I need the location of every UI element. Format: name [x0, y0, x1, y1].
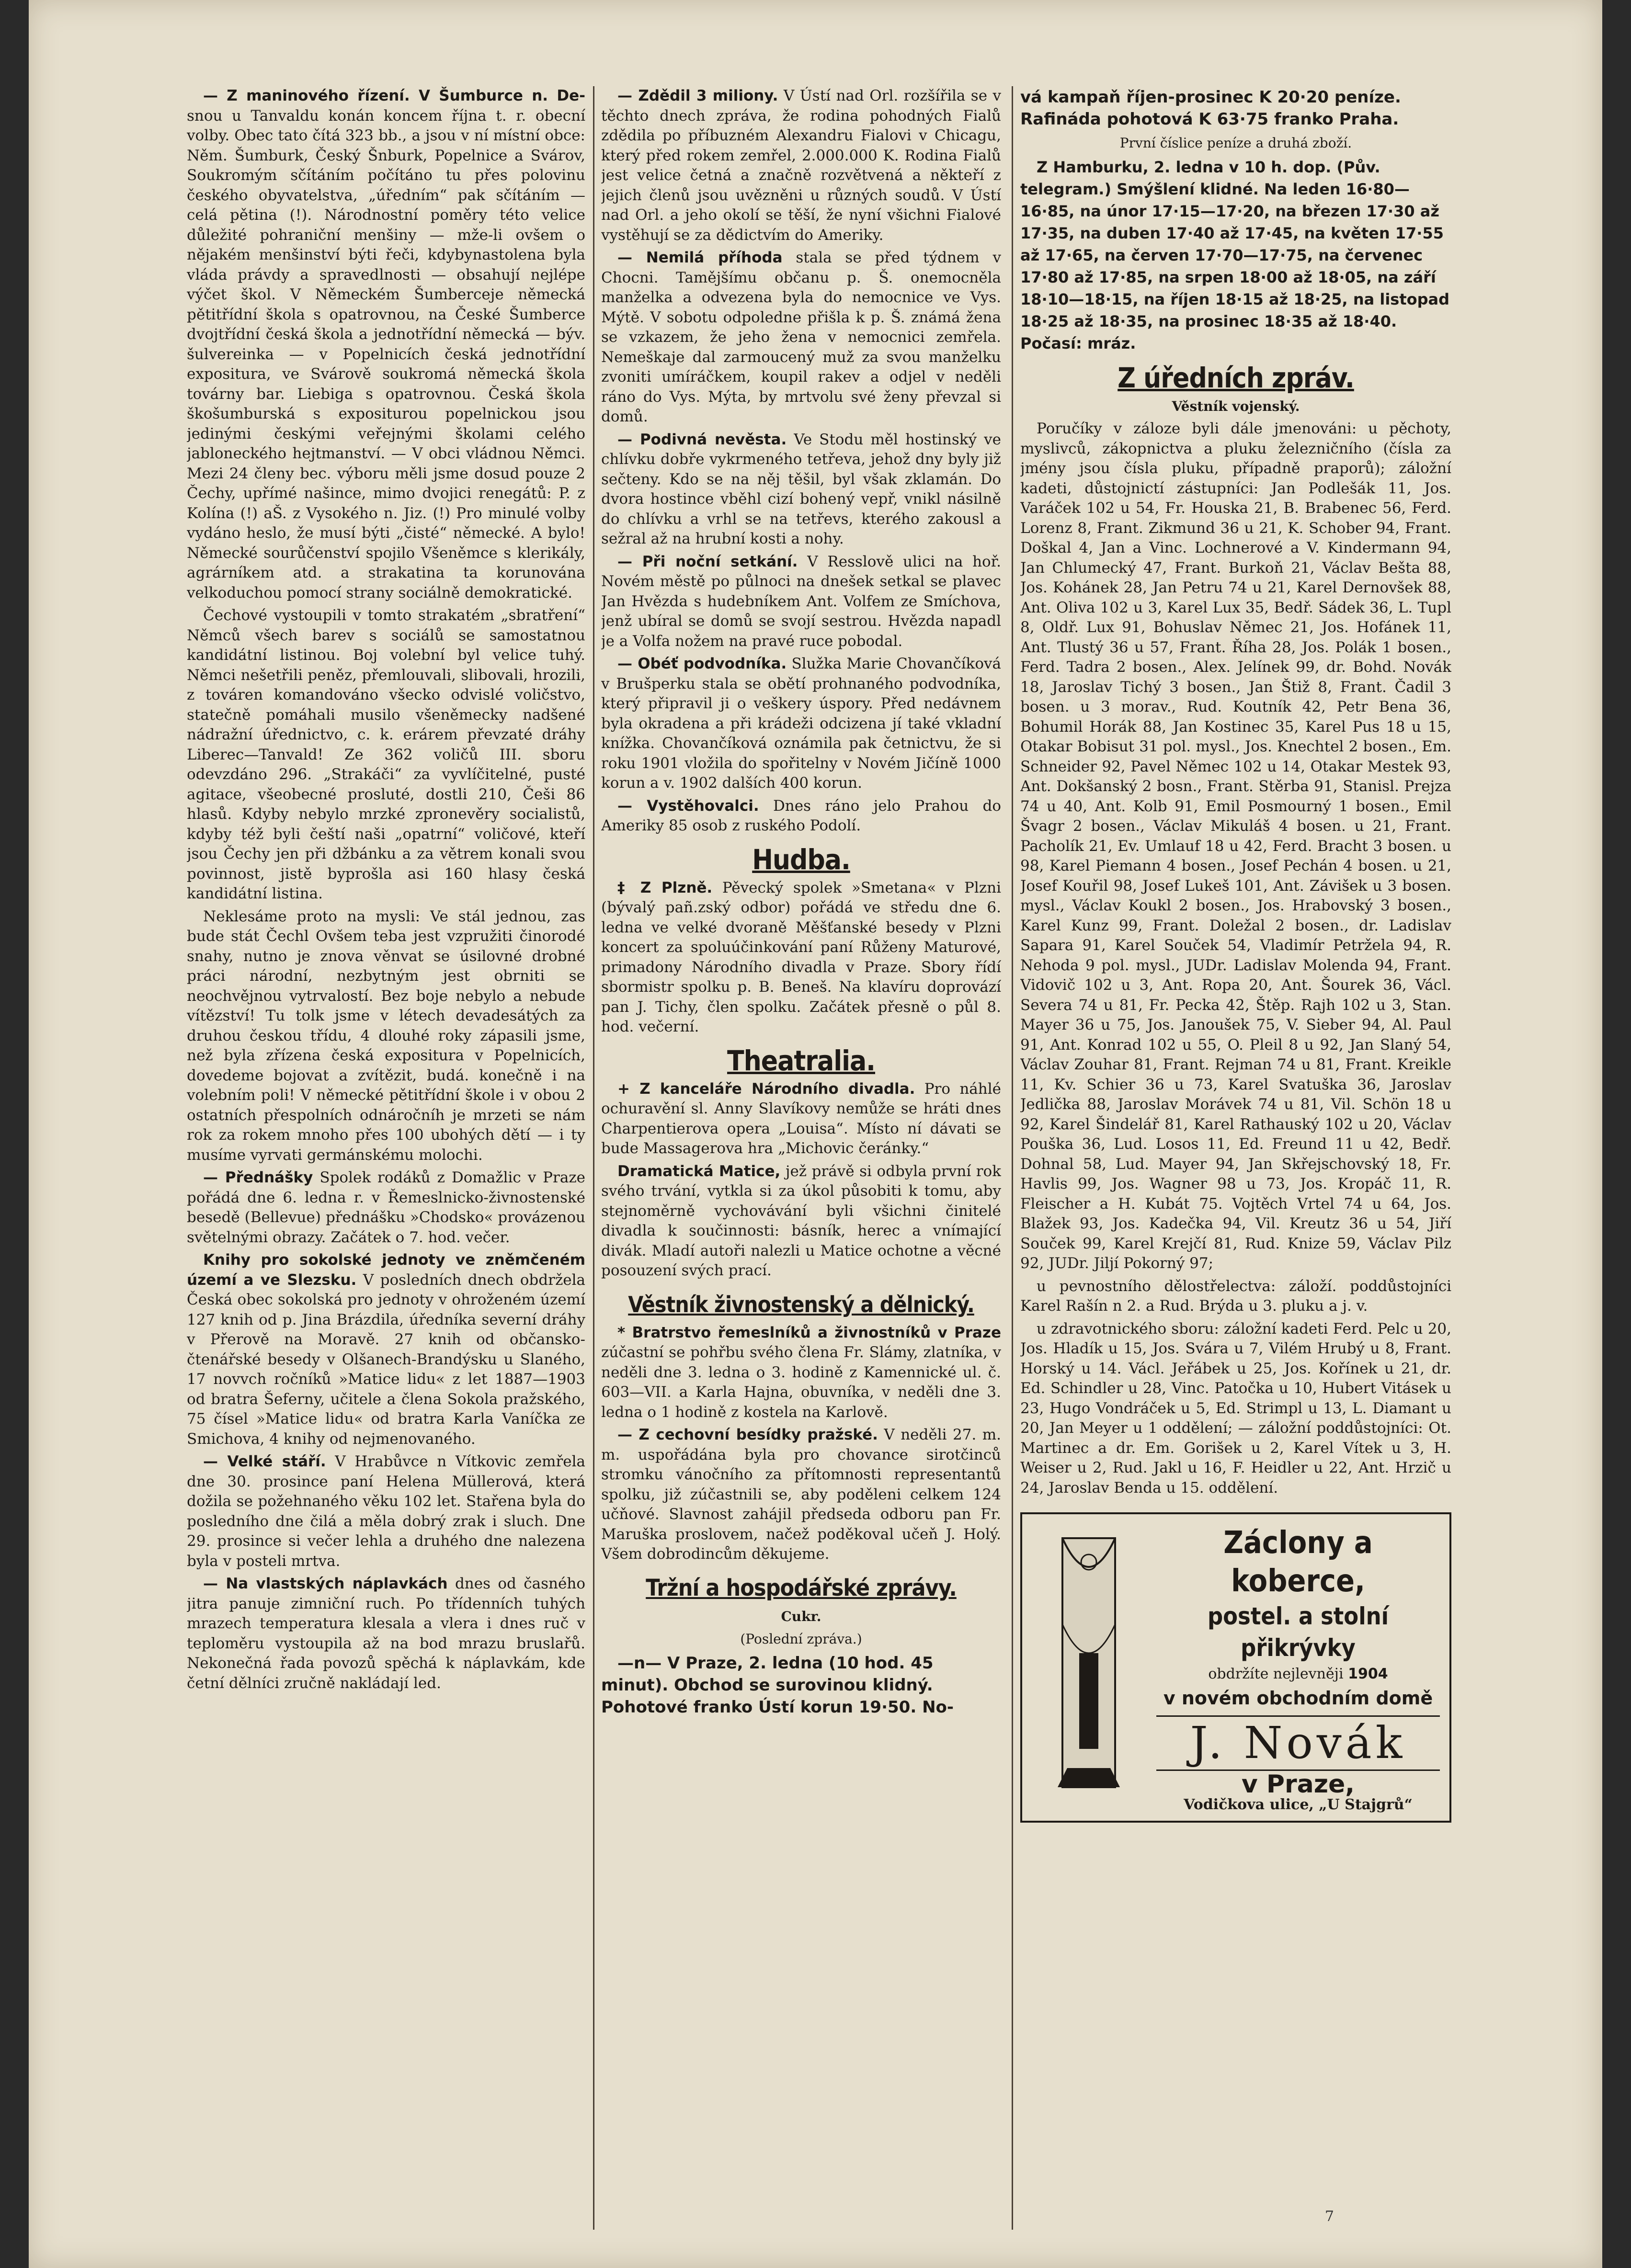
article-text: zúčastní se pohřbu svého člena Fr. Slámy, zlatníka, v neděli dne 3. ledna o 3. hodině z Kamennické ul. č. 603—VII. a Karla Hajna, obuvníka, v neděli dne 3. ledna o 1 hodině z kostela na Karlově. [601, 1344, 1001, 1421]
article-text: V posledních dnech obdržela Česká obec sokolská pro jednoty v ohroženém území 127 knih od p. Jina Brázdila, úředníka severní dráhy v Přerově na Moravě. 27 knih od občansko-čtenářské besedy v Olšanech-Brandýsku u Slaného, 17 novvch ročníků »Matice lidu« z let 1887—1903 od bratra Šeferny, učitele a člena Sokola pražského, 75 čísel »Matice lidu« od bratra Karla Vaníčka ze Smichova, 4 knihy od nejmenovaného. [187, 1271, 585, 1448]
article [601, 430, 1001, 549]
article [601, 878, 1001, 1037]
article-heading: Dramatická Matice, [617, 1162, 781, 1180]
advertisement [1020, 1512, 1451, 1823]
article-text: V Resslově ulici na hoř. Novém městě po půlnoci na dnešek setkal se plavec Jan Hvězda s hudebníkem Ant. Volfem ze Smíchova, jenž ubíral se domů se svojí sestrou. Hvězda napadl je a Volfa nožem na pravé ruce pobodal. [601, 553, 1001, 650]
article-text: dnes od časného jitra panuje zimniční ruch. Po třídenních tuhých mrazech temperatura klesala a vlera i dnes ruč v teploměru vystoupila až na bod mrazu bruslařů. Nekonečná řada povozů spěchá k náplavkám, kde četní dělníci zručně nakládají led. [187, 1575, 585, 1692]
article [601, 1162, 1001, 1281]
ad-headline: Záclony a koberce, [1223, 1525, 1373, 1599]
vestnik-vojensky-title: Věstník vojenský. [1172, 398, 1300, 414]
article-heading: Knihy pro sokolské jednoty ve zněmčeném území a ve Slezsku. [187, 1251, 585, 1289]
ad-store-line: v novém obchodním domě [1163, 1688, 1433, 1709]
article-text: V Hrabůvce n Vítkovic zemřela dne 30. prosince paní Helena Müllerová, která dožila se požehnaného věku 102 let. Stařena byla do posledního dne čilá a měla dobrý zrak i sluch. Dne 29. prosince si večer lehla a druhého dne nalezena byla v posteli mrtva. [187, 1453, 585, 1570]
ad-year: 1904 [1348, 1666, 1388, 1682]
prices-note: První číslice peníze a druhá zboží. [1119, 135, 1352, 151]
section-title-theatralia: Theatralia. [727, 1044, 876, 1077]
article-heading: — Vystěhovalci. [617, 797, 759, 815]
article [601, 1323, 1001, 1423]
article-heading: — Z cechovní besídky pražské. [617, 1426, 878, 1443]
article-text: Ve Stodu měl hostinský ve chlívku dobře vykrmeného tetřeva, jehož dny byly již sečteny. Kdo se na něj těšil, byl však zklamán. Do dvora hostince vběhl cizí bohený vepř, vnikl násilně do chlívku a vrhl se na tetřevs, kterého zakousl a sežral až na hrubní kosti a nohy. [601, 431, 1001, 547]
article-text: V Ústí nad Orl. rozšířila se v těchto dnech zpráva, že rodina pohodných Fialů zdědila po příbuzném Alexandru Fialovi v Chicagu, který před rokem zemřel, 2.000.000 K. Rodina Fialů jest velice četná a značně rozvětvená a někteří z jejich členů jsou uvězněni u různých soudů. V Ústí nad Orl. a jeho okolí se těší, že nyní všichni Fialové vystěhují se za dědictvím do Ameriky. [601, 87, 1001, 244]
column-2 [601, 86, 1001, 2239]
ad-subheadline: postel. a stolní přikrývky [1207, 1602, 1389, 1662]
article [601, 1425, 1001, 1565]
cukr-text: —n— V Praze, 2. ledna (10 hod. 45 minut). Obchod se surovinou klidný. Pohotové franko Ústí korun 19·50. No- [601, 1653, 954, 1717]
section-title-trzni: Tržní a hospodářské zprávy. [646, 1574, 957, 1601]
article [187, 1452, 585, 1571]
article-text: snou u Tanvaldu konán koncem října t. r. obecní volby. Obec tato čítá 323 bb., a jsou v ní místní obce: Něm. Šumburk, Český Šnburk, Popelnice a Svárov, Soukromým sčítáním počítáno tu přes polovinu českého obyvatelstva, „úředním“ pak sčítáním — celá pětina (!). Národnostní poměry této velice důležité pohraniční menšiny — mže-li ovšem o nějakém menšinství býti řeči, kdybynastolena byla vláda právdy a spravedlnosti — obsahují nejlépe výčet škol. V Německém Šumberceje německá pětitřídní škola s opatrovnou, na České Šumberce dvojtřídní česká škola a jednotřídní německá — býv. šulvereinka — v Popelnicích česká jednotřídní expositura, ve Svárově soukromá německá škola továrny bar. Liebiga s opatrovnou. Česká škola škošumburská s expositurou popelnickou jsou jedinými českými veřejnými školami celého jabloneckého hejtmanství. — V obci vládnou Němci. Mezi 24 členy bec. výboru měli jsme dosud pouze 2 Čechy, upřímé našince, mimo dvojici renegátů: P. z Kolína (!) aŠ. z Vysokého n. Jiz. (!) Pro minulé volby vydáno heslo, že musí býti „čisté“ německé. A bylo! Německé sourůčenství spojilo Všeněmce s klerikály, agrárníkem atd. a strakatina ta korunována velkoduchou pomocí strany sociálně demokratické. [187, 107, 585, 601]
cukr-subtitle: (Poslední zpráva.) [740, 1631, 862, 1647]
article [601, 86, 1001, 245]
ad-tagline [1156, 1664, 1440, 1685]
article [187, 86, 585, 603]
ad-city: v Praze, [1241, 1770, 1355, 1799]
article-heading: — Zdědil 3 miliony. [617, 87, 778, 104]
article-heading: + Z kanceláře Národního divadla. [617, 1080, 915, 1098]
column-rule [1012, 86, 1013, 2230]
article-text: stala se před týdnem v Chocni. Tamějšímu občanu p. Š. onemocněla manželka a odvezena byla do nemocnice ve Vys. Mýtě. V sobotu odpoledne přišla k p. Š. známá žena se vzkazem, že jeho žena v nemocnici zemřela. Nemeškaje dal zarmoucený muž za svou manželku zvoniti umíráčkem, koupil rakev a odjel v neděli ráno do Vys. Mýta, by mrtvolu své ženy převzal si domů. [601, 249, 1001, 425]
article [601, 248, 1001, 427]
sugar-prices: vá kampaň říjen-prosinec K 20·20 peníze. Rafináda pohotová K 63·75 franko Praha. [1020, 88, 1401, 129]
article-text: Pěvecký spolek »Smetana« v Plzni (bývalý pañ.zský odbor) pořádá ve středu dne 6. ledna ve velké dvoraně Měšťanské besedy v Plzni koncert za spoluúčinkování paní Růženy Maturové, primadony Národního divadla v Praze. Sbory řídí sbormistr spolku p. B. Beneš. Na klavíru doprovází pan J. Tichy, člen spolku. Začátek přesně o půl 8. hod. večerní. [601, 879, 1001, 1035]
ad-tagline-text: obdržíte nejlevněji [1208, 1666, 1344, 1682]
article-heading: — Při noční setkání. [617, 553, 798, 570]
article-text: Služka Marie Chovančíková v Brušperku stala se obětí prohnaného podvodníka, který připravil ji o veškery úspory. Před nedávnem byla okradena a při krádeži odcizena jí také vkladní knížka. Chovančíková oznámila pak četnictvu, že si roku 1901 vložila do spořitelny v Novém Jičíně 1000 korun a v. 1902 dalších 400 korun. [601, 655, 1001, 792]
article [187, 1574, 585, 1693]
ad-address: Vodičkova ulice, „U Stajgrů“ [1184, 1796, 1413, 1813]
article-heading: * Bratrstvo řemeslníků a živnostníků v Praze [617, 1324, 1001, 1341]
newspaper-page [29, 0, 1602, 2268]
section-title-vestnik: Věstník živnostenský a dělnický. [628, 1291, 974, 1317]
article-text: V neděli 27. m. m. uspořádána byla pro chovance sirotčinců stromku vánočního za přítomnosti representantů spolku, již zúčastnili se, aby poděleni celkem 124 učňové. Slavnost zahájil předseda odboru pan Fr. Maruška proslovem, načež poděkoval učeň J. Holý. Všem dobrodincům děkujeme. [601, 1426, 1001, 1563]
hamburk-prices: Z Hamburku, 2. ledna v 10 h. dop. (Pův. telegram.) Smýšlení klidné. Na leden 16·80—16·85, na únor 17·15—17·20, na březen 17·30 až 17·35, na duben 17·40 až 17·45, na květen 17·55 až 17·65, na červen 17·70—17·75, na červenec 17·80 až 17·85, na srpen 18·00 až 18·05, na září 18·10—18·15, na říjen 18·15 až 18·25, na listopad 18·25 až 18·35, na prosinec 18·35 až 18·40. Počasí: mráz. [1020, 158, 1450, 352]
section-title-zpravy: Z úředních zpráv. [1118, 361, 1354, 394]
article-text: Dnes ráno jelo Prahou do Ameriky 85 osob z ruského Podolí. [601, 797, 1001, 834]
article-heading: — Velké stáří. [203, 1453, 326, 1470]
article-heading: — Přednášky [203, 1169, 313, 1186]
article [601, 552, 1001, 652]
article-heading: ‡ Z Plzně. [617, 879, 713, 896]
article [187, 606, 585, 904]
ad-company-name: J. Novák [1156, 1715, 1440, 1771]
article [601, 654, 1001, 794]
article-text: Pro náhlé ochuravění sl. Anny Slavíkovy nemůže se hráti dnes Charpentierova opera „Louisa“. Místo ní dávati se bude Massagerova hra „Michovic čeránky.“ [601, 1080, 1001, 1157]
article-heading: — Obéť podvodníka. [617, 655, 787, 672]
column-rule [593, 86, 594, 2230]
article-heading: — Na vlastských náplavkách [203, 1575, 448, 1592]
article [187, 1168, 585, 1247]
article [187, 907, 585, 1166]
article-text: Poručíky v záloze byli dále jmenováni: u pěchoty, myslivců, zákopnictva a pluku železničního (čísla za jmény jsou čísla pluku, případně praporů); záložní kadeti, důstojnictí zástupníci: Jan Podlešák 11, Jos. Varáček 102 u 54, Fr. Houska 21, B. Brabenec 56, Ferd. Lorenz 8, Frant. Zikmund 36 u 21, K. Schober 94, Frant. Doškal 4, Jan a Vinc. Lochnerové a V. Kindermann 94, Jan Chlumecký 47, Frant. Burkoň 21, Václav Bešta 88, Jos. Kohánek 28, Jan Petru 74 u 21, Karel Dernovšek 88, Ant. Oliva 102 u 3, Karel Lux 35, Bedř. Sádek 36, L. Tupl 8, Oldř. Lux 91, Bohuslav Němec 21, Jos. Hofánek 11, Ant. Tlustý 36 u 57, Frant. Říha 28, Jos. Polák 1 bosen., Ferd. Tadra 2 bosen., Alex. Jelínek 99, dr. Bohd. Novák 18, Jaroslav Tichý 3 bosen., Jan Štiž 8, Frant. Čadil 3 bosen. u 3 morav., Rud. Koutník 42, Petr Bena 36, Bohumil Horák 88, Jan Kostinec 35, Karel Pus 18 u 15, Otakar Bobisut 31 pol. mysl., Jos. Knechtel 2 bosen., Em. Schneider 92, Pavel Němec 102 u 14, Otakar Mestek 93, Ant. Dokšanský 2 bosn., Frant. Stěrba 91, Stanisl. Prejza 74 u 40, Ant. Kolb 91, Emil Posmourný 1 bosen., Emil Švagr 2 bosen., Václav Mikuláš 4 bosen. u 21, Frant. Pacholík 21, Ev. Umlauf 18 u 42, Ferd. Bracht 3 bosen. u 98, Karel Piemann 4 bosen., Josef Pechán 4 bosen. u 21, Josef Kouřil 98, Josef Lukeš 101, Ant. Závišek u 3 bosen. mysl., Václav Koukl 2 bosen., Jos. Hrabovský 3 bosen., Karel Kunz 99, Frant. Doležal 2 bosen., dr. Ladislav Sapara 91, Karel Souček 54, Vladimír Petržela 94, R. Nehoda 9 pol. mysl., JUDr. Ladislav Molenda 94, Frant. Vidovič 102 u 3, Ant. Ropa 20, Ant. Šourek 36, Václ. Severa 74 u 81, Fr. Pecka 42, Štěp. Rajh 102 u 3, Stan. Mayer 36 u 75, Jos. Janoušek 75, V. Sieber 94, Al. Paul 91, Ant. Konrad 102 u 55, O. Pleil 8 u 92, Jan Slaný 54, Václav Zouhar 81, Frant. Rejman 74 u 81, Frant. Kreikle 11, Kv. Schier 36 u 73, Karel Svatuška 36, Jaroslav Jedlička 88, Jaroslav Morávek 74 u 81, Vil. Schön 18 u 92, Karel Šindelář 81, Karel Rathauský 102 u 20, Václav Pouška 36, Lud. Losos 11, Ed. Freund 11 u 42, Bedř. Dohnal 58, Lud. Mayer 94, Jan Skřejschovský 18, Fr. Havlis 99, Jos. Wagner 98 u 73, Jos. Kropáč 11, R. Fleischer a H. Kubát 75. Vojtěch Vrtel 74 u 64, Jos. Blažek 93, Jos. Kadečka 94, Vil. Kreutz 36 u 54, Jiří Souček 99, Karel Krejčí 81, Rud. Knize 59, Václav Pilz 92, JUDr. Jiljí Pokorný 97; [1020, 420, 1451, 1272]
article-text: Neklesáme proto na mysli: Ve stál jednou, zas bude stát Čechl Ovšem teba jest vzpružiti činorodé snahy, nutno je znova věnvat se úsilovné drobné práci národní, nezbytným jest obrniti se neochvějnou vytrvalostí. Bez boje nebylo a nebude vítězství! Tu tolk jsme v létech devadesátých za druhou českou třídu, 4 dlouhé roky zápasili jsme, než byla zřízena česká expositura v Popelnicích, dovedeme bojovat a zvítězit, budá. konečně i na volebním poli! V německé pětitřídní škole i v obou 2 ostatních přespolních odnáročníh je mrzeti se nám rok za rokem mnoho přes 100 ubohých dětí — i ty musíme vyrvati germánskému molochi. [187, 907, 585, 1164]
article-text: u pevnostního dělostřelectva: záloží. poddůstojníci Karel Rašín n 2. a Rud. Brýda u 3. pluku a j. v. [1020, 1277, 1451, 1315]
column-1 [187, 86, 585, 2239]
article-heading: — Z maninového řízení. V Šumburce n. De- [203, 87, 585, 104]
article-heading: — Podivná nevěsta. [617, 431, 787, 448]
page-number: 7 [1324, 2208, 1334, 2225]
column-3 [1020, 86, 1451, 2239]
article-text: Čechové vystoupili v tomto strakatém „sbratření“ Němců všech barev s sociálů se samostatnou kandidátní listinou. Boj volební byl velice tuhý. Němci nešetřili peněz, přemlouvali, slibovali, hrozili, z továren komandováno všecko odvislé voličstvo, statečně pomáhali musilo všeněmecky nadšené nádražní úřednictvo, c. k. erárem převzaté dráhy Liberec—Tanvald! Ze 362 voličů III. sboru odevzdáno 296. „Strakáči“ za vyvlíčitelné, pusté agitace, všeobecné prosluté, dostli 210, Češi 86 hlasů. Kdyby nebylo mrzké zpronevěry socialistů, kdyby též byli čeští naši „opatrní“ voličové, kteří jsou Čechy jen při džbánku a za větrem konali svou povinnost, jistě byprošla asi 160 hlasy česká kandidátní listina. [187, 607, 585, 902]
cukr-title: Cukr. [781, 1608, 821, 1624]
article [601, 1079, 1001, 1159]
article-text: jež právě si odbyla první rok svého trvání, vytkla si za úkol působiti k tomu, aby stejnoměrně vychovávání byli všichni činitelé divadla k součinnosti: básník, herec a vnímající divák. Mladí autoři nalezli u Matice ochotne a věcné posouzení svých prací. [601, 1162, 1001, 1279]
section-title-hudba: Hudba. [752, 843, 850, 876]
lamp-illustration [1029, 1529, 1149, 1797]
article [601, 796, 1001, 836]
article-text: u zdravotnického sboru: záložní kadeti Ferd. Pelc u 20, Jos. Hladík u 15, Jos. Svára u 7, Vilém Hrubý u 8, Frant. Horský u 14. Václ. Jeřábek u 25, Jos. Kořínek u 21, dr. Ed. Schindler u 28, Vinc. Patočka u 10, Hubert Vitásek u 23, Hugo Vondráček u 5, Ed. Strimpl u 13, L. Diamant u 20, Jan Meyer u 1 oddělení; — záložní poddůstojníci: Ot. Martinec a dr. Em. Gorišek u 2, Karel Vítek u 3, H. Weiser u 2, Rud. Jakl u 16, F. Heidler u 22, Ant. Hrzič u 24, Jaroslav Benda u 15. oddělení. [1020, 1320, 1451, 1497]
article [187, 1250, 585, 1449]
article-text: Spolek rodáků z Domažlic v Praze pořádá dne 6. ledna r. v Řemeslnicko-živnostenské besedě (Bellevue) přednášku »Chodsko« provázenou světelnými obrazy. Začátek o 7. hod. večer. [187, 1169, 585, 1246]
article-heading: — Nemilá příhoda [617, 249, 783, 266]
